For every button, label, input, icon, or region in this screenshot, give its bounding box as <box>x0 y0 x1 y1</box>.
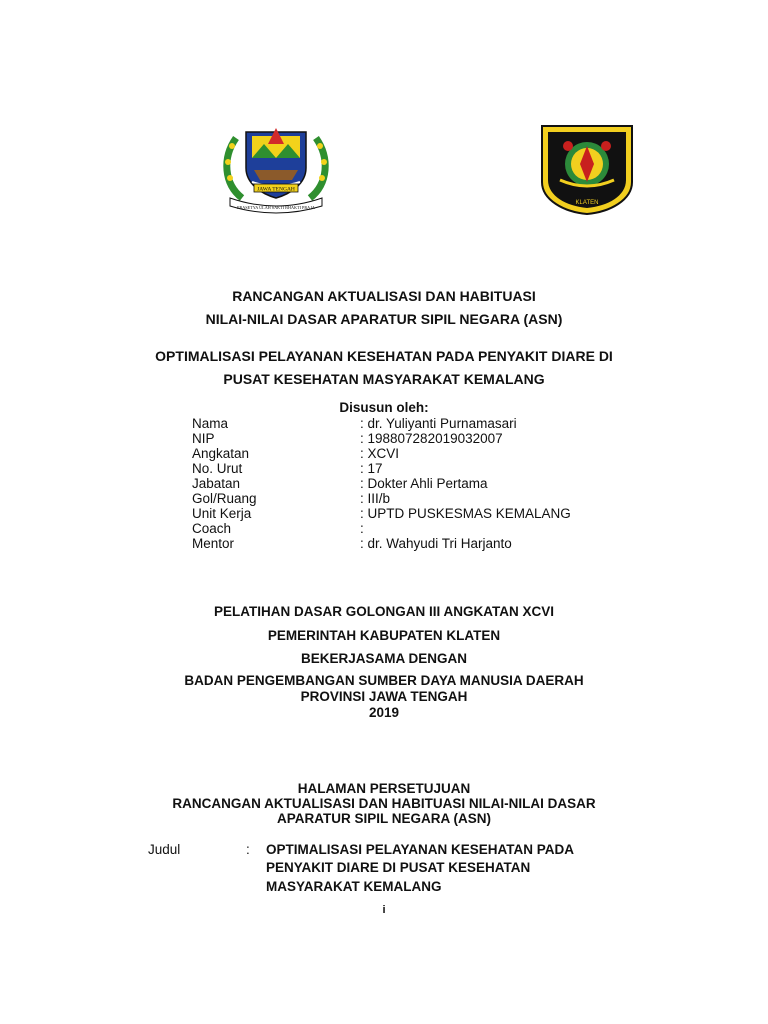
judul-line-2: PENYAKIT DIARE DI PUSAT KESEHATAN <box>266 860 531 875</box>
author-row-label: Mentor <box>192 536 235 551</box>
author-row-value: : III/b <box>360 491 391 506</box>
author-row-value: : XCVI <box>360 446 400 461</box>
author-row-label: Gol/Ruang <box>192 491 257 506</box>
jawa-tengah-logo <box>218 118 334 218</box>
author-row-label: Jabatan <box>192 476 241 491</box>
author-row <box>192 506 692 521</box>
approval-heading: HALAMAN PERSETUJUAN <box>297 781 471 796</box>
institution-line-2: PEMERINTAH KABUPATEN KLATEN <box>267 628 501 643</box>
page-number: i <box>382 904 386 916</box>
author-row <box>192 491 692 506</box>
institution-line-3: BEKERJASAMA DENGAN <box>300 651 467 666</box>
judul-colon: : <box>246 842 250 857</box>
approval-line-2: RANCANGAN AKTUALISASI DAN HABITUASI NILAI-NILAI DASAR <box>172 796 596 811</box>
author-row-value: : dr. Yuliyanti Purnamasari <box>360 416 517 431</box>
author-row-value: : 198807282019032007 <box>360 431 503 446</box>
author-row-value: : Dokter Ahli Pertama <box>360 476 488 491</box>
institution-line-4: BADAN PENGEMBANGAN SUMBER DAYA MANUSIA DAERAH <box>184 673 584 688</box>
klaten-logo <box>540 124 634 216</box>
judul-line-3: MASYARAKAT KEMALANG <box>266 879 442 894</box>
author-row <box>192 416 692 431</box>
author-row-label: Unit Kerja <box>192 506 252 521</box>
judul-line-1: OPTIMALISASI PELAYANAN KESEHATAN PADA <box>266 842 575 857</box>
author-row <box>192 461 692 476</box>
institution-year: 2019 <box>368 705 400 720</box>
author-row-value: : dr. Wahyudi Tri Harjanto <box>360 536 512 551</box>
author-row-label: Nama <box>192 416 229 431</box>
title-line-1: RANCANGAN AKTUALISASI DAN HABITUASI <box>232 288 536 304</box>
title-line-2: NILAI-NILAI DASAR APARATUR SIPIL NEGARA (ASN) <box>205 311 563 327</box>
svg-text:JAWA TENGAH: JAWA TENGAH <box>257 186 295 193</box>
author-row-value: : 17 <box>360 461 383 476</box>
author-row <box>192 476 692 491</box>
judul-label: Judul <box>148 842 181 857</box>
institution-line-5: PROVINSI JAWA TENGAH <box>300 689 468 704</box>
title-line-4: PUSAT KESEHATAN MASYARAKAT KEMALANG <box>223 371 545 387</box>
svg-text:KLATEN: KLATEN <box>575 200 599 206</box>
author-row-label: No. Urut <box>192 461 243 476</box>
author-row <box>192 521 692 536</box>
author-row-label: Angkatan <box>192 446 250 461</box>
author-row-label: Coach <box>192 521 232 536</box>
title-line-3: OPTIMALISASI PELAYANAN KESEHATAN PADA PENYAKIT DIARE DI <box>155 348 613 364</box>
approval-line-3: APARATUR SIPIL NEGARA (ASN) <box>276 811 491 826</box>
author-row-value: : <box>360 521 364 536</box>
author-row <box>192 431 692 446</box>
author-row-label: NIP <box>192 431 215 446</box>
author-row <box>192 446 692 461</box>
author-row <box>192 536 692 551</box>
author-heading: Disusun oleh: <box>339 400 429 415</box>
author-row-value: : UPTD PUSKESMAS KEMALANG <box>360 506 571 521</box>
svg-text:PRASETYA ULAH SAKTI BHAKTI PRA: PRASETYA ULAH SAKTI BHAKTI PRAJA <box>237 205 315 210</box>
institution-line-1: PELATIHAN DASAR GOLONGAN III ANGKATAN XCVI <box>214 604 554 619</box>
